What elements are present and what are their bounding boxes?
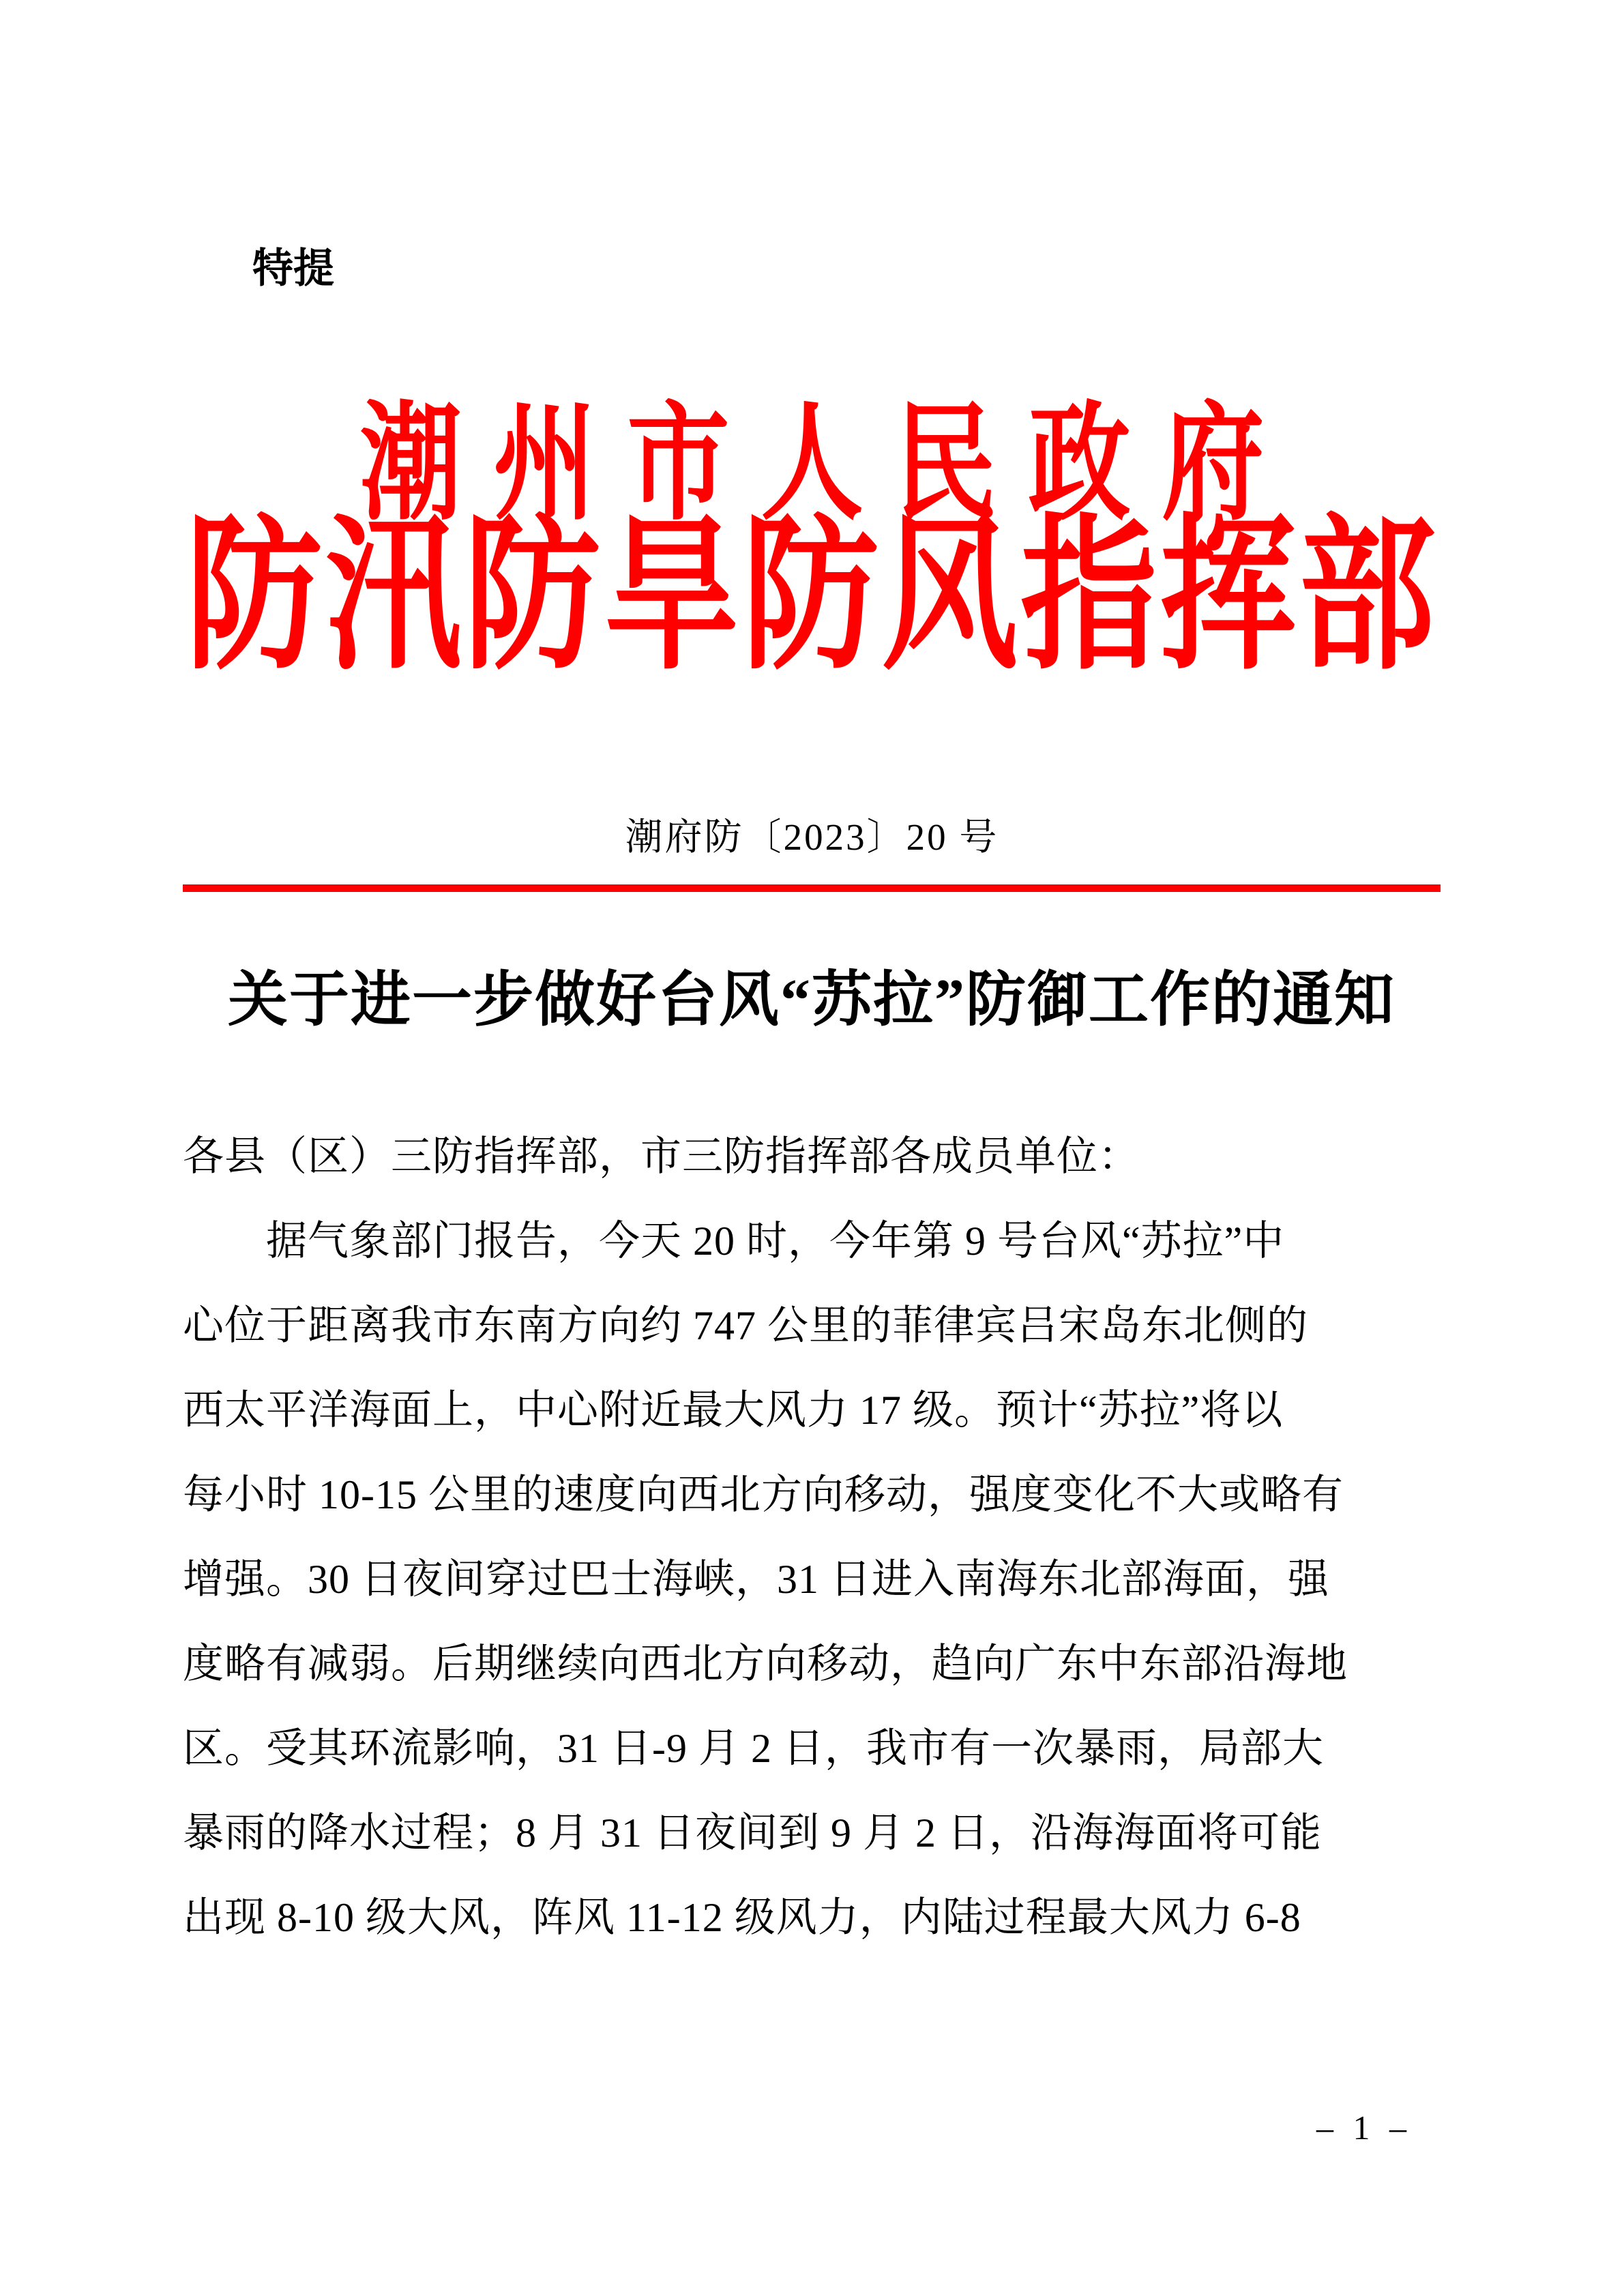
- doc-title: 关于进一步做好台风“苏拉”防御工作的通知: [227, 968, 1396, 1034]
- red-divider-rule: [183, 884, 1441, 892]
- body-line: 心位于距离我市东南方向约 747 公里的菲律宾吕宋岛东北侧的: [183, 1303, 1308, 1348]
- body-line: 增强。30 日夜间穿过巴士海峡，31 日进入南海东北部海面，强: [183, 1557, 1329, 1602]
- org-name-line1: 潮州市人民政府: [359, 394, 1296, 536]
- body-line: 据气象部门报告，今天 20 时，今年第 9 号台风“苏拉”中: [266, 1219, 1285, 1264]
- body-line: 暴雨的降水过程；8 月 31 日夜间到 9 月 2 日，沿海海面将可能: [183, 1810, 1322, 1855]
- doc-number: 潮府防〔2023〕20 号: [625, 816, 999, 858]
- page-number: – 1 –: [1316, 2108, 1412, 2147]
- delivery-mark: 特提: [252, 245, 334, 291]
- body-line: 每小时 10-15 公里的速度向西北方向移动，强度变化不大或略有: [183, 1472, 1344, 1517]
- org-name-line2: 防汛防旱防风指挥部: [186, 505, 1438, 690]
- body-line: 西太平洋海面上，中心附近最大风力 17 级。预计“苏拉”将以: [183, 1388, 1284, 1433]
- body-line: 度略有减弱。后期继续向西北方向移动，趋向广东中东部沿海地: [183, 1641, 1348, 1686]
- body-line: 区。受其环流影响，31 日-9 月 2 日，我市有一次暴雨，局部大: [183, 1726, 1324, 1771]
- body-line: 各县（区）三防指挥部，市三防指挥部各成员单位：: [183, 1134, 1140, 1179]
- doc-body: [183, 1114, 1446, 1960]
- body-line: 出现 8-10 级大风，阵风 11-12 级风力，内陆过程最大风力 6-8: [183, 1895, 1301, 1940]
